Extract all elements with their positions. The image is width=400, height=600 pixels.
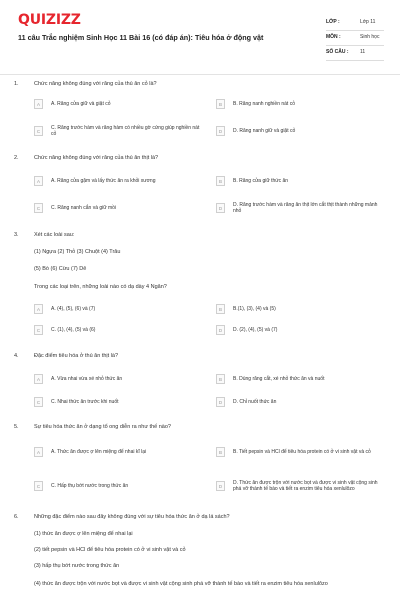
- answer-option[interactable]: [216, 371, 386, 387]
- question-number: 6.: [14, 514, 19, 520]
- question-number: 3.: [14, 232, 19, 238]
- question-line: (5) Bò (6) Cừu (7) Dê: [34, 266, 87, 272]
- question-number: 1.: [14, 81, 19, 87]
- question-text: Xét các loài sau:: [34, 232, 75, 238]
- option-text: D. Chỉ nuốt thức ăn: [233, 399, 277, 405]
- answer-option[interactable]: [216, 301, 386, 317]
- answer-option[interactable]: [216, 442, 386, 462]
- question-number: 5.: [14, 424, 19, 430]
- option-letter-box[interactable]: B: [216, 374, 225, 384]
- option-letter-box[interactable]: B: [216, 176, 225, 186]
- option-text: B. Tiết pepsin và HCl để tiêu hóa protein có ở vi sinh vật và cỏ: [233, 449, 371, 455]
- meta-row-subject: [326, 31, 384, 46]
- option-letter-box[interactable]: C: [34, 203, 43, 213]
- answer-option[interactable]: [34, 301, 204, 317]
- option-text: A. Thức ăn được ợ lên miệng để nhai kĩ lại: [51, 449, 147, 455]
- answer-option[interactable]: [216, 322, 386, 338]
- meta-value: Sinh học: [360, 34, 380, 40]
- option-letter-box[interactable]: A: [34, 447, 43, 457]
- option-letter-box[interactable]: B: [216, 99, 225, 109]
- option-letter-box[interactable]: A: [34, 176, 43, 186]
- meta-value: Lớp 11: [360, 19, 376, 25]
- option-text: B. Răng cửa giữ thức ăn: [233, 178, 289, 184]
- option-text: D. Răng trước hàm và răng ăn thịt lớn cắt thịt thành những mảnh nhỏ: [233, 202, 378, 214]
- option-letter-box[interactable]: D: [216, 203, 225, 213]
- option-text: D. (2), (4), (5) và (7): [233, 327, 278, 333]
- meta-key: SỐ CÂU :: [326, 49, 349, 55]
- answer-option[interactable]: [216, 173, 386, 189]
- answer-option[interactable]: [34, 394, 204, 410]
- meta-row-count: [326, 46, 384, 61]
- option-letter-box[interactable]: D: [216, 126, 225, 136]
- question-line: (1) thức ăn được ợ lên miệng để nhai lại: [34, 531, 133, 537]
- option-letter-box[interactable]: C: [34, 325, 43, 335]
- option-text: A. Vừa nhai vừa xé nhỏ thức ăn: [51, 376, 123, 382]
- answer-option[interactable]: [34, 371, 204, 387]
- answer-option[interactable]: [216, 121, 386, 141]
- question-text: Chức năng không đúng với răng của thú ăn thịt là?: [34, 155, 159, 161]
- question-number: 2.: [14, 155, 19, 161]
- meta-panel: [326, 16, 384, 61]
- option-letter-box[interactable]: D: [216, 481, 225, 491]
- option-text: D. Răng nanh giữ và giật cỏ: [233, 128, 296, 134]
- option-text: B. Răng nanh nghiền nát cỏ: [233, 101, 295, 107]
- option-letter-box[interactable]: D: [216, 397, 225, 407]
- question-line: (3) hấp thụ bớt nước trong thức ăn: [34, 563, 120, 569]
- answer-option[interactable]: [216, 394, 386, 410]
- option-letter-box[interactable]: A: [34, 374, 43, 384]
- answer-option[interactable]: [34, 96, 204, 112]
- option-text: C. Nhai thức ăn trước khi nuốt: [51, 399, 119, 405]
- option-letter-box[interactable]: D: [216, 325, 225, 335]
- option-text: A. Răng cửa giữ và giật cỏ: [51, 101, 111, 107]
- meta-key: LỚP :: [326, 19, 340, 25]
- option-letter-box[interactable]: A: [34, 304, 43, 314]
- option-text: A. (4), (5), (6) và (7): [51, 306, 96, 312]
- question-text: Đặc điểm tiêu hóa ở thú ăn thịt là?: [34, 353, 119, 359]
- question-text: Chức năng không đúng với răng của thú ăn cỏ là?: [34, 81, 157, 87]
- question-line: (2) tiết pepsin và HCl để tiêu hóa protein có ở vi sinh vật và cỏ: [34, 547, 186, 553]
- header-divider: [0, 74, 400, 75]
- question-number: 4.: [14, 353, 19, 359]
- option-letter-box[interactable]: C: [34, 126, 43, 136]
- question-line: (4) thức ăn được trộn với nước bọt và được vi sinh vật cộng sinh phá vỡ thành tế bào và tiết ra enzim tiêu hóa xenlulôzo: [34, 581, 328, 587]
- option-letter-box[interactable]: C: [34, 481, 43, 491]
- answer-option[interactable]: [34, 442, 204, 462]
- answer-option[interactable]: [216, 476, 386, 496]
- answer-option[interactable]: [34, 121, 204, 141]
- option-text: A. Răng cửa gặm và lấy thức ăn ra khỏi xương: [51, 178, 156, 184]
- meta-key: MÔN :: [326, 34, 341, 40]
- answer-option[interactable]: [34, 198, 204, 218]
- answer-option[interactable]: [34, 173, 204, 189]
- option-text: D. Thức ăn được trộn với nước bọt và được vi sinh vật cộng sinh phá vỡ thành tế bào và tiết ra enzim tiêu hóa xenlulôzo: [233, 480, 378, 492]
- option-text: C. (1), (4), (5) và (6): [51, 327, 96, 333]
- option-text: C. Hấp thụ bớt nước trong thức ăn: [51, 483, 129, 489]
- option-letter-box[interactable]: B: [216, 304, 225, 314]
- question-line: Trong các loại trên, những loài nào có dạ dày 4 Ngăn?: [34, 284, 167, 290]
- page-title: 11 câu Trắc nghiệm Sinh Học 11 Bài 16 (có đáp án): Tiêu hóa ở động vật: [18, 33, 264, 42]
- option-text: C. Răng nanh cắn và giữ mồi: [51, 205, 117, 211]
- question-text: Sự tiêu hóa thức ăn ở dạng tổ ong diễn ra như thế nào?: [34, 424, 171, 430]
- answer-option[interactable]: [34, 476, 204, 496]
- option-letter-box[interactable]: C: [34, 397, 43, 407]
- meta-row-grade: [326, 16, 384, 31]
- meta-value: 11: [360, 49, 366, 55]
- option-letter-box[interactable]: A: [34, 99, 43, 109]
- option-letter-box[interactable]: B: [216, 447, 225, 457]
- option-text: B. Dùng răng cắt, xé nhỏ thức ăn và nuốt: [233, 376, 325, 382]
- option-text: C. Răng trước hàm và răng hàm có nhiều gờ cứng giúp nghiền nát cỏ: [51, 125, 200, 137]
- question-line: (1) Ngựa (2) Thỏ (3) Chuột (4) Trâu: [34, 249, 121, 255]
- answer-option[interactable]: [216, 198, 386, 218]
- answer-option[interactable]: [216, 96, 386, 112]
- question-text: Những đặc điểm nào sau đây không đúng với sự tiêu hóa thức ăn ở dạ lá sách?: [34, 514, 230, 520]
- quizizz-logo: QUIZIZZ: [18, 12, 81, 28]
- option-text: B.(1), (3), (4) và (5): [233, 306, 276, 312]
- answer-option[interactable]: [34, 322, 204, 338]
